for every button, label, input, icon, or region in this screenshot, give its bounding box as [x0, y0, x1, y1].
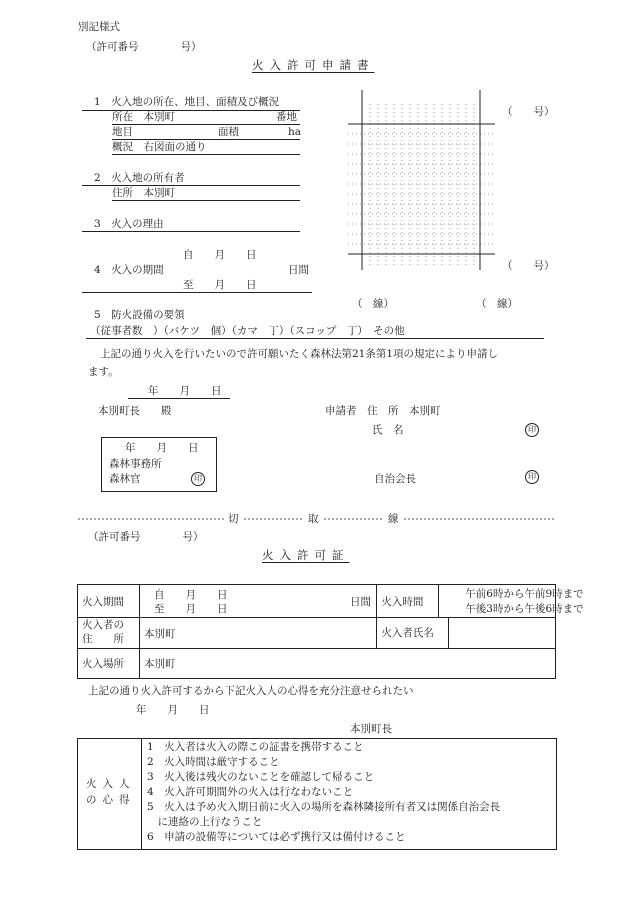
item1-overview: 概況 右図面の通り — [112, 141, 207, 153]
item1-category-line — [112, 139, 300, 140]
item3-heading: 3 火入の理由 — [94, 218, 164, 230]
period-cell — [139, 585, 376, 618]
item5-line — [86, 338, 544, 339]
statement-line1: 上記の通り火入を行いたいので許可願いたく森林法第21条第1項の規定により申請し — [100, 348, 499, 360]
item1-heading: 1 火入地の所在、地目、面積及び概況 — [94, 96, 280, 108]
person-address-label — [78, 618, 140, 649]
map-number-top: （ 号） — [502, 106, 555, 118]
forest-office-name: 森林事務所 — [109, 458, 162, 470]
rule-item: 2 火入時間は厳守すること — [147, 756, 280, 768]
time-am: 午前6時から午前9時まで — [465, 588, 584, 600]
item1-location-suffix: 番地 — [276, 111, 297, 123]
item1-overview-line — [112, 154, 300, 155]
permit-notice: 上記の通り火入許可するから下記火入人の心得を充分注意せられたい — [88, 685, 414, 697]
period-label: 火入期間 — [78, 585, 140, 618]
map-number-bottom: （ 号） — [502, 260, 555, 272]
cut-label-1: 切 — [228, 513, 239, 525]
permit-number: （許可番号 号） — [86, 41, 202, 53]
item1-location-line — [112, 124, 300, 125]
statement-line2: ます。 — [88, 366, 119, 378]
item5-heading: 5 防火設備の要領 — [94, 309, 185, 321]
time-label: 火入時間 — [377, 585, 439, 618]
applicant-seal-icon: 印 — [525, 423, 539, 437]
chief-seal-icon: 印 — [525, 470, 539, 484]
rule-item: に連絡の上行なうこと — [147, 816, 263, 828]
person-name-label: 火入者氏名 — [381, 627, 434, 639]
rule-item: 3 火入後は残火のないことを確認して帰ること — [147, 771, 375, 783]
time-cell — [439, 585, 584, 618]
permit-issuer: 本別町長 — [350, 723, 392, 735]
map-line-right: （ 線） — [476, 298, 518, 310]
community-chief: 自治会長 — [374, 473, 416, 485]
applicant-name-label: 氏 名 — [372, 424, 404, 436]
item2-heading: 2 火入地の所有者 — [94, 172, 185, 184]
period-row — [78, 585, 556, 618]
rule-item: 4 火入許可期間外の火入は行なわないこと — [147, 786, 354, 798]
site-map-grid — [340, 90, 510, 290]
item4-to: 至 月 日 — [183, 279, 257, 291]
permit-number-2: （許可番号 号） — [88, 531, 204, 543]
rule-item: 1 火入者は火入の際この証書を携帯すること — [147, 741, 364, 753]
forest-officer-seal-icon: 印 — [191, 472, 205, 486]
item1-location: 所在 本別町 — [112, 111, 175, 123]
rules-divider — [141, 738, 142, 849]
item4-line — [82, 292, 312, 293]
item1-area: 面積 — [218, 126, 239, 138]
person-address-label-1: 火入者の — [82, 619, 124, 632]
item2-heading-line — [82, 185, 300, 186]
period-from: 自 月 日 — [153, 589, 228, 601]
application-title: 火入許可申請書 — [252, 58, 375, 72]
map-line-left: （ 線） — [352, 298, 394, 310]
rule-item: 5 火入は予め火入期日前に火入の場所を森林隣接所有者又は関係自治会長 — [147, 801, 501, 813]
item4-heading: 4 火入の期間 — [94, 264, 164, 276]
cut-label-3: 線 — [388, 513, 399, 525]
item1-area-unit: ha — [288, 126, 302, 138]
period-days: 日間 — [349, 596, 371, 608]
applicant-address: 申請者 住 所 本別町 — [325, 405, 441, 417]
place-label: 火入場所 — [78, 649, 140, 679]
rules-label-2: の心得 — [86, 794, 136, 806]
form-label: 別記様式 — [78, 21, 120, 33]
item5-detail: （従事者数 ）（バケツ 個）（カマ 丁）（スコップ 丁） その他 — [90, 325, 405, 337]
permit-date: 年 月 日 — [136, 704, 210, 716]
person-address-label-2: 住 所 — [82, 633, 124, 645]
item4-days: 日間 — [288, 264, 309, 276]
forest-officer: 森林官 — [109, 473, 141, 485]
application-date: 年 月 日 — [148, 385, 222, 397]
cut-label-2: 取 — [308, 513, 319, 525]
rules-label-1: 火入人 — [86, 778, 136, 790]
permit-table — [77, 584, 584, 679]
rule-item: 6 申請の設備等については必ず携行又は備付けること — [147, 831, 406, 843]
period-to: 至 月 日 — [153, 603, 228, 615]
item2-address: 住所 本別町 — [112, 187, 175, 199]
person-address-value: 本別町 — [139, 618, 376, 649]
person-name-cell — [377, 618, 556, 649]
forest-office-date: 年 月 日 — [125, 442, 199, 454]
item4-from: 自 月 日 — [183, 249, 257, 261]
item2-address-line — [112, 200, 300, 201]
item3-heading-line — [82, 231, 300, 232]
place-row — [78, 649, 556, 679]
person-row — [78, 618, 556, 649]
addressee: 本別町長 殿 — [98, 405, 172, 417]
application-date-line — [128, 398, 230, 399]
permit-title: 火入許可証 — [262, 548, 350, 562]
person-name-divider — [448, 617, 449, 649]
item1-category: 地目 — [112, 126, 133, 138]
time-pm: 午後3時から午後6時まで — [465, 603, 584, 615]
place-value: 本別町 — [139, 649, 555, 679]
